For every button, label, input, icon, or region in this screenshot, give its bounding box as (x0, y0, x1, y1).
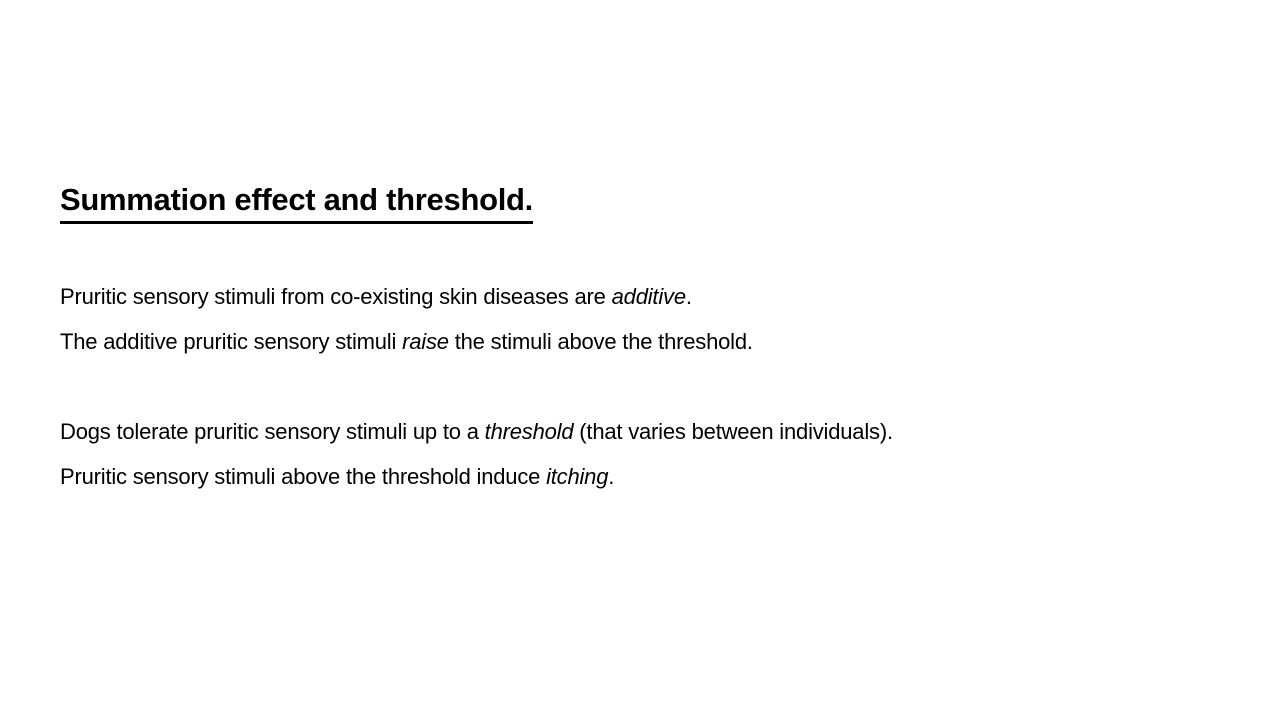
text-line-additive (60, 284, 692, 310)
text-segment: . (685, 284, 692, 309)
text-segment: Pruritic sensory stimuli above the threshold induce (60, 464, 547, 489)
text-segment-italic: itching (546, 464, 609, 489)
text-segment-italic: raise (402, 329, 449, 354)
text-line-raise (60, 329, 753, 355)
text-line-threshold (60, 419, 893, 445)
text-segment-italic: additive (611, 284, 686, 309)
text-line-itching (60, 464, 614, 490)
text-segment: Pruritic sensory stimuli from co-existing skin diseases are (60, 284, 612, 309)
text-segment-italic: threshold (484, 419, 574, 444)
text-segment: the stimuli above the threshold. (448, 329, 753, 354)
text-segment: The additive pruritic sensory stimuli (60, 329, 403, 354)
text-segment: (that varies between individuals). (573, 419, 893, 444)
text-segment: Dogs tolerate pruritic sensory stimuli up to a (60, 419, 485, 444)
text-segment: . (608, 464, 615, 489)
slide-title (60, 182, 533, 224)
slide-title-text: Summation effect and threshold. (60, 182, 533, 224)
